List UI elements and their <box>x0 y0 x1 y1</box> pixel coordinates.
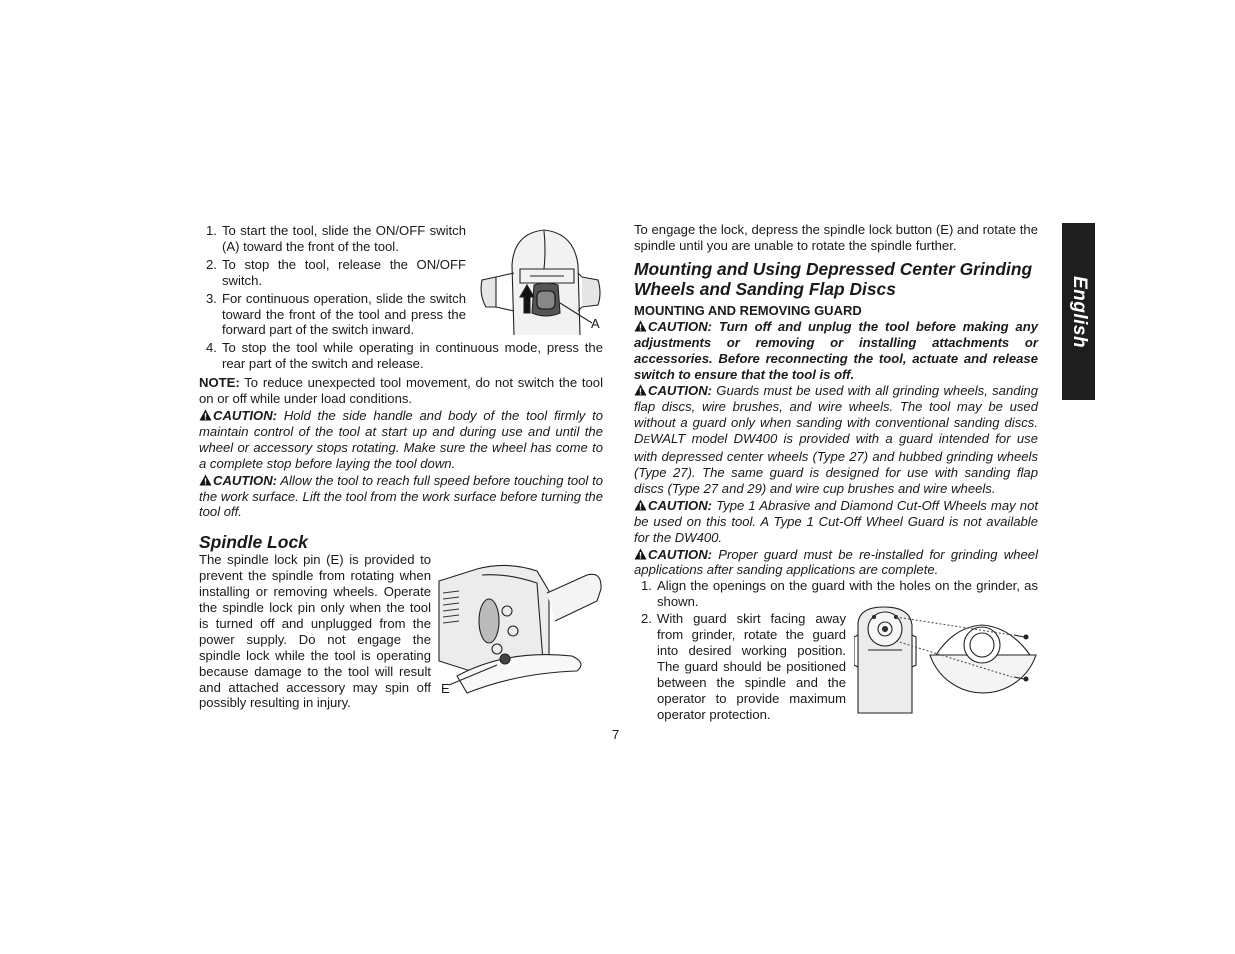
switch-figure-label: A <box>591 316 600 331</box>
right-column <box>634 222 1038 722</box>
mounting-heading: Mounting and Using Depressed Center Grinding Wheels and Sanding Flap Discs <box>634 258 1033 299</box>
caution-paragraph: CAUTION: Turn off and unplug the tool before making any adjustments or removing or installing attachments or accessories. Before reconnecting the tool, actuate and release switch to ensure that the tool is off. <box>634 318 1038 382</box>
left-column <box>199 223 603 711</box>
page-number: 7 <box>612 727 620 742</box>
guard-mounting-illustration <box>854 605 1044 715</box>
spindle-lock-illustration <box>437 561 607 696</box>
list-item: 1. Align the openings on the guard with the holes on the grinder, as shown. <box>641 578 1038 610</box>
warning-triangle-icon <box>634 384 647 396</box>
warning-triangle-icon <box>634 320 647 332</box>
list-item: 3. For continuous operation, slide the switch toward the front of the tool and press the forward part of the switch inward. <box>206 290 466 338</box>
list-item: 2. To stop the tool, release the ON/OFF switch. <box>206 256 466 288</box>
caution-paragraph: CAUTION: Proper guard must be re-installed for grinding wheel applications after sanding applications are complete. <box>634 546 1038 578</box>
warning-triangle-icon <box>199 474 212 486</box>
switch-illustration <box>474 225 614 343</box>
guard-subheading: MOUNTING AND REMOVING GUARD <box>634 302 862 318</box>
caution-paragraph: CAUTION: Type 1 Abrasive and Diamond Cut-Off Wheels may not be used on this tool. A Type 1 Cut-Off Wheel Guard is not available for the DW400. <box>634 497 1038 545</box>
warning-triangle-icon <box>634 548 647 560</box>
warning-triangle-icon <box>634 499 647 511</box>
spindle-lock-paragraph: The spindle lock pin (E) is provided to prevent the spindle from rotating when installing or removing wheels. Operate the spindle lock pin only when the tool is turned off and unplugged from the power supply. Do not engage the spindle lock while the tool is operating because damage to the tool will result and attached accessory may spin off possibly resulting in injury. <box>199 552 431 711</box>
caution-paragraph: CAUTION: Allow the tool to reach full speed before touching tool to the work surface. Lift the tool from the work surface before turning the tool off. <box>199 472 603 520</box>
list-item: 4. To stop the tool while operating in continuous mode, press the rear part of the switch and release. <box>206 340 603 372</box>
caution-paragraph: CAUTION: Hold the side handle and body of the tool firmly to maintain control of the tool at start up and during use and until the wheel or accessory stops rotating. Make sure the wheel has come to a complete stop before laying the tool down. <box>199 407 603 471</box>
list-item: 2. With guard skirt facing away from grinder, rotate the guard into desired working position. The guard should be positioned between the spindle and the operator to provide maximum operator protection. <box>641 611 846 722</box>
language-tab <box>1062 223 1095 400</box>
spindle-lock-heading: Spindle Lock <box>199 532 308 553</box>
warning-triangle-icon <box>199 409 212 421</box>
engage-lock-paragraph: To engage the lock, depress the spindle lock button (E) and rotate the spindle until you are unable to rotate the spindle further. <box>634 222 1038 253</box>
spindle-figure-label: E <box>441 681 450 696</box>
note-paragraph: NOTE: To reduce unexpected tool movement, do not switch the tool on or off while under load conditions. <box>199 375 603 407</box>
caution-paragraph: CAUTION: Guards must be used with all grinding wheels, sanding flap discs, wire brushes, and wire wheels. The tool may be used without a guard only when sanding with conventional sanding discs. DEWALT model DW400 is provided with a guard intended for use with depressed center wheels (Type 27) and hubbed grinding wheels (Type 27). The same guard is designed for use with sanding flap discs (Type 27 and 29) and wire cup brushes and wire wheels. <box>634 383 1038 496</box>
list-item: 1. To start the tool, slide the ON/OFF switch (A) toward the front of the tool. <box>206 223 466 254</box>
switch-section <box>199 223 603 372</box>
language-tab-label: English <box>1068 275 1090 348</box>
